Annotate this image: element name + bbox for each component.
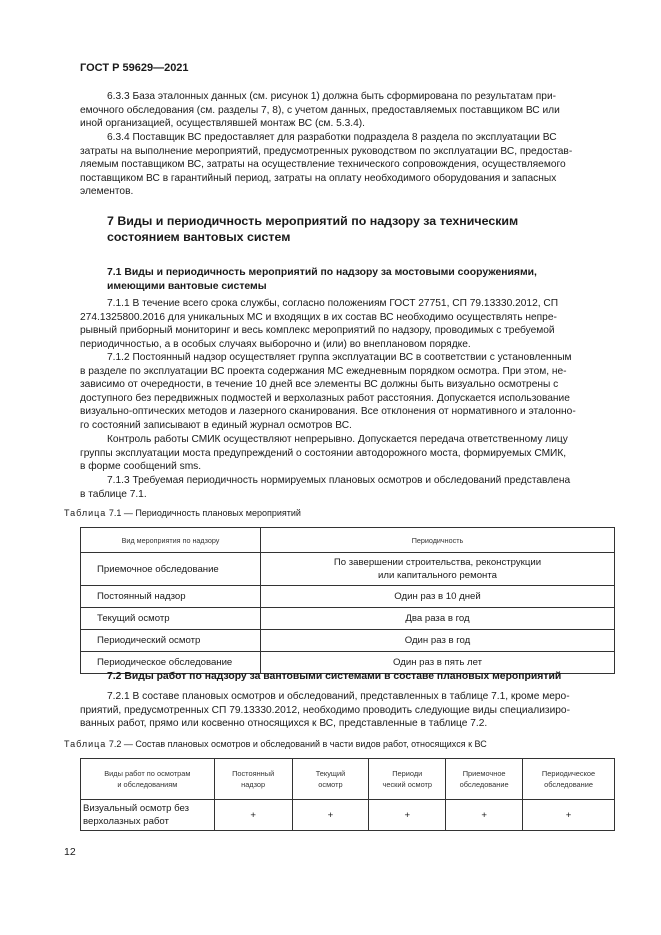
heading-line: 7 Виды и периодичность мероприятий по надзору за техническим xyxy=(107,214,519,228)
paragraph-smik-control xyxy=(80,433,615,474)
table-row xyxy=(81,608,615,630)
text-line: Контроль работы СМИК осуществляют непрерывно. Допускается передача ответственному лицу xyxy=(107,434,568,445)
text-line: затраты на выполнение мероприятий, предусмотренных руководством по эксплуатации ВС, предостав- xyxy=(80,145,573,157)
page-number: 12 xyxy=(64,846,76,858)
caption-label: Таблица xyxy=(64,739,107,749)
table-cell: Один раз в 10 дней xyxy=(261,586,615,608)
table-cell: Два раза в год xyxy=(261,608,615,630)
table-cell: Периодический осмотр xyxy=(81,630,261,652)
header-line: надзор xyxy=(241,780,266,789)
text-line: 7.1.2 Постоянный надзор осуществляет группа эксплуатации ВС в соответствии с установленным xyxy=(107,352,572,363)
table-cell: Один раз в год xyxy=(261,630,615,652)
table-row xyxy=(81,800,615,831)
table-cell xyxy=(81,800,215,831)
table-cell: Приемочное обследование xyxy=(81,553,261,586)
header-line: Периодическое xyxy=(541,769,596,778)
text-line: 7.1.3 Требуемая периодичность нормируемых плановых осмотров и обследований представлена xyxy=(107,475,571,486)
table-row xyxy=(81,586,615,608)
table-cell: Один раз в пять лет xyxy=(261,652,615,674)
table-header-row xyxy=(81,759,615,800)
table-cell: Периодическое обследование xyxy=(81,652,261,674)
column-header xyxy=(446,759,523,800)
caption-label: Таблица xyxy=(64,508,107,518)
header-line: и обследованиям xyxy=(117,780,178,789)
text-line: элементов. xyxy=(80,186,134,198)
text-line: группы эксплуатации моста предупреждений о состоянии автодорожного моста, формируемых СМИК, xyxy=(80,447,567,459)
caption-text: 7.2 — Состав плановых осмотров и обследований в части видов работ, относящихся к ВС xyxy=(108,739,487,749)
text-line: го состояний записывают в единый журнал осмотров ВС. xyxy=(80,419,352,431)
column-header: Периодичность xyxy=(261,528,615,553)
table-7-2-caption xyxy=(64,739,487,749)
paragraph-7-1-3 xyxy=(80,474,615,501)
header-line: осмотр xyxy=(318,780,343,789)
text-line: ванных работ, прямо или косвенно относящихся к ВС, представленные в таблице 7.2. xyxy=(80,718,488,730)
heading-line: имеющими вантовые системы xyxy=(107,280,267,292)
text-line: рывный приборный мониторинг и весь комплекс мероприятий по надзору, проводимых с требуемой xyxy=(80,325,555,337)
text-line: иной организацией, осуществлявшей монтаж ВС (см. 5.3.4). xyxy=(80,118,365,130)
header-line: обследование xyxy=(544,780,593,789)
text-line: ляемым поставщиком ВС, затраты на осуществление технического сопровождения, осуществляемого xyxy=(80,159,566,171)
table-cell xyxy=(261,553,615,586)
section-7-heading xyxy=(107,213,518,245)
header-line: Приемочное xyxy=(462,769,506,778)
table-cell: Текущий осмотр xyxy=(81,608,261,630)
cell-line: верхолазных работ xyxy=(83,816,169,827)
column-header xyxy=(369,759,446,800)
paragraph-7-1-1 xyxy=(80,297,615,351)
table-7-1-caption xyxy=(64,508,301,518)
paragraph-6-3-3 xyxy=(80,90,615,131)
cell-line: или капитального ремонта xyxy=(378,570,497,581)
header-line: обследование xyxy=(459,780,509,789)
section-7-1-heading xyxy=(107,266,537,293)
table-7-2 xyxy=(80,758,615,831)
table-cell: + xyxy=(369,800,446,831)
column-header xyxy=(523,759,615,800)
header-line: Виды работ по осмотрам xyxy=(104,769,191,778)
text-line: емочного обследования (см. разделы 7, 8), с учетом данных, предоставляемых поставщиком ВС или xyxy=(80,104,560,116)
cell-line: По завершении строительства, реконструкции xyxy=(333,557,542,568)
table-cell: Постоянный надзор xyxy=(81,586,261,608)
caption-text: 7.1 — Периодичность плановых мероприятий xyxy=(108,508,301,518)
table-row xyxy=(81,553,615,586)
heading-line: 7.1 Виды и периодичность мероприятий по надзору за мостовыми сооружениями, xyxy=(107,267,537,278)
column-header xyxy=(214,759,292,800)
table-cell: + xyxy=(446,800,523,831)
text-line: в разделе по эксплуатации ВС проекта содержания МС ежедневным порядком осмотра. При этом, не- xyxy=(80,365,567,377)
column-header xyxy=(292,759,369,800)
header-line: Периоди xyxy=(392,769,423,778)
text-line: зависимо от очередности, в течение 10 дней все элементы ВС должны быть визуально осмотрены с xyxy=(80,379,559,391)
document-header: ГОСТ Р 59629—2021 xyxy=(80,62,189,74)
text-line: 7.1.1 В течение всего срока службы, согласно положениям ГОСТ 27751, СП 79.13330.2012, СП xyxy=(107,298,559,309)
header-line: Постоянный xyxy=(232,769,275,778)
paragraph-6-3-4 xyxy=(80,131,615,199)
table-row xyxy=(81,630,615,652)
text-line: 6.3.4 Поставщик ВС предоставляет для разработки подраздела 8 раздела по эксплуатации ВС xyxy=(107,132,557,143)
table-cell: + xyxy=(523,800,615,831)
text-line: приятий, предусмотренных СП 79.13330.2012, необходимо проводить следующие виды специализиро- xyxy=(80,704,570,716)
table-header-row xyxy=(81,528,615,553)
text-line: периодичностью, а в особых случаях выборочно и (или) во внеплановом порядке. xyxy=(80,338,471,350)
column-header: Вид мероприятия по надзору xyxy=(81,528,261,553)
cell-line: Визуальный осмотр без xyxy=(83,803,190,814)
text-line: 274.1325800.2016 для уникальных МС и входящих в их состав ВС необходимо осуществлять непре- xyxy=(80,311,557,323)
header-line: ческий осмотр xyxy=(382,780,433,789)
text-line: в таблице 7.1. xyxy=(80,488,147,500)
text-line: визуально-оптических методов и лазерного сканирования. Все отклонения от нормативного и эталонно- xyxy=(80,406,576,418)
text-line: в форме сообщений sms. xyxy=(80,461,202,473)
column-header xyxy=(81,759,215,800)
table-cell: + xyxy=(214,800,292,831)
header-line: Текущий xyxy=(315,769,346,778)
text-line: 7.2.1 В составе плановых осмотров и обследований, представленных в таблице 7.1, кроме меро- xyxy=(107,691,570,702)
text-line: 6.3.3 База эталонных данных (см. рисунок 1) должна быть сформирована по результатам при- xyxy=(107,91,557,102)
text-line: доступного без передвижных подмостей и верхолазных работ расстояния. Допускается использование xyxy=(80,392,570,404)
heading-line: состоянием вантовых систем xyxy=(107,230,291,244)
text-line: поставщиком ВС в гарантийный период, затраты на оплату необходимого оборудования и запасных xyxy=(80,172,557,184)
paragraph-7-2-1 xyxy=(80,690,615,731)
table-7-1 xyxy=(80,527,615,674)
paragraph-7-1-2 xyxy=(80,351,615,433)
table-cell: + xyxy=(292,800,369,831)
section-7-2-heading: 7.2 Виды работ по надзору за вантовыми системами в составе плановых мероприятий xyxy=(107,671,562,682)
